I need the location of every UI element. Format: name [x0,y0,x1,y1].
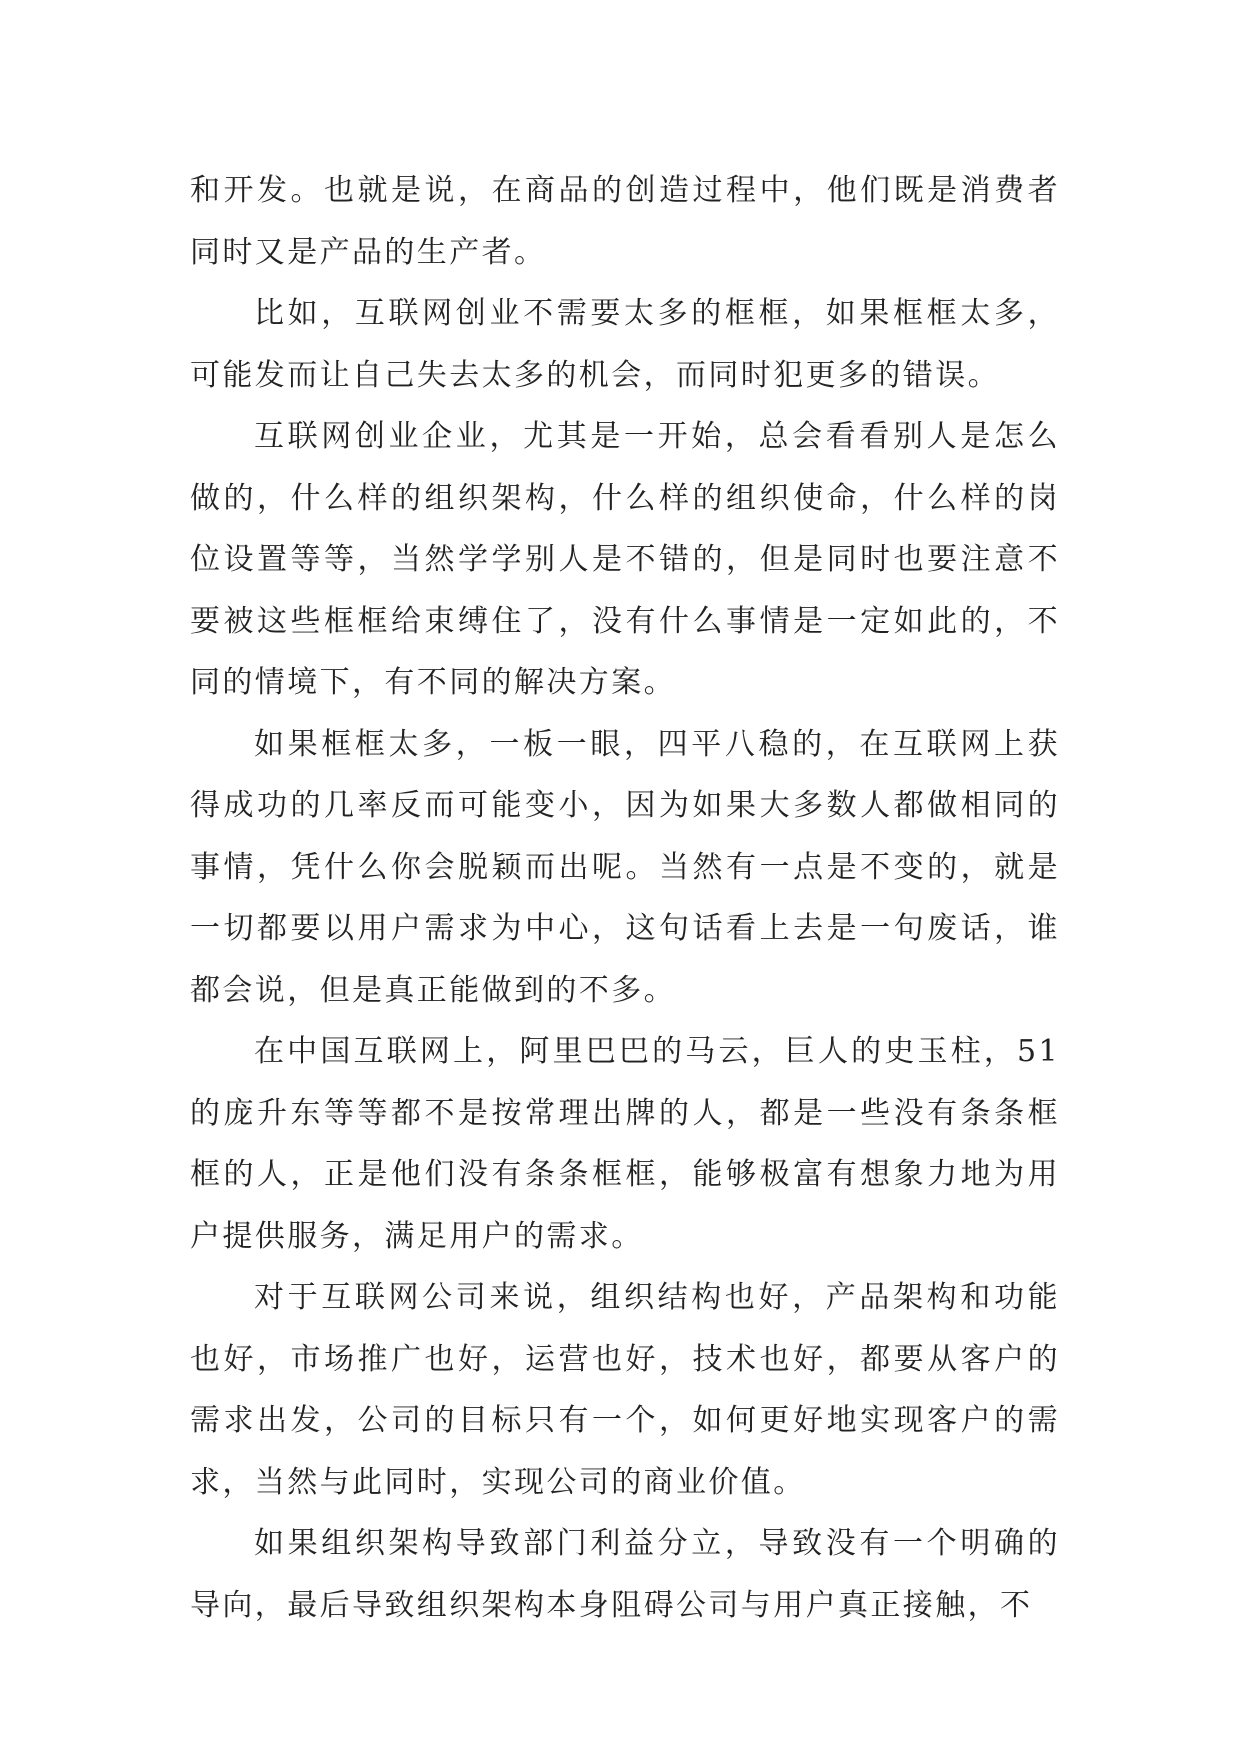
paragraph-2: 比如，互联网创业不需要太多的框框，如果框框太多，可能发而让自己失去太多的机会，而同时犯更多的错误。 [190,296,1060,393]
paragraph-6: 对于互联网公司来说，组织结构也好，产品架构和功能也好，市场推广也好，运营也好，技术也好，都要从客户的需求出发，公司的目标只有一个，如何更好地实现客户的需求，当然与此同时，实现公司的商业价值。 [190,1280,1060,1500]
document-body [190,160,1060,1636]
paragraph-7: 如果组织架构导致部门利益分立，导致没有一个明确的导向，最后导致组织架构本身阻碍公司与用户真正接触，不 [190,1526,1060,1623]
paragraph-4: 如果框框太多，一板一眼，四平八稳的，在互联网上获得成功的几率反而可能变小，因为如果大多数人都做相同的事情，凭什么你会脱颖而出呢。当然有一点是不变的，就是一切都要以用户需求为中心，这句话看上去是一句废话，谁都会说，但是真正能做到的不多。 [190,726,1060,1008]
paragraph-3: 互联网创业企业，尤其是一开始，总会看看别人是怎么做的，什么样的组织架构，什么样的组织使命，什么样的岗位设置等等，当然学学别人是不错的，但是同时也要注意不要被这些框框给束缚住了，没有什么事情是一定如此的，不同的情境下，有不同的解决方案。 [190,419,1060,700]
paragraph-5: 在中国互联网上，阿里巴巴的马云，巨人的史玉柱，51的庞升东等等都不是按常理出牌的人，都是一些没有条条框框的人，正是他们没有条条框框，能够极富有想象力地为用户提供服务，满足用户的需求。 [190,1034,1060,1254]
paragraph-1: 和开发。也就是说，在商品的创造过程中，他们既是消费者同时又是产品的生产者。 [190,173,1060,270]
